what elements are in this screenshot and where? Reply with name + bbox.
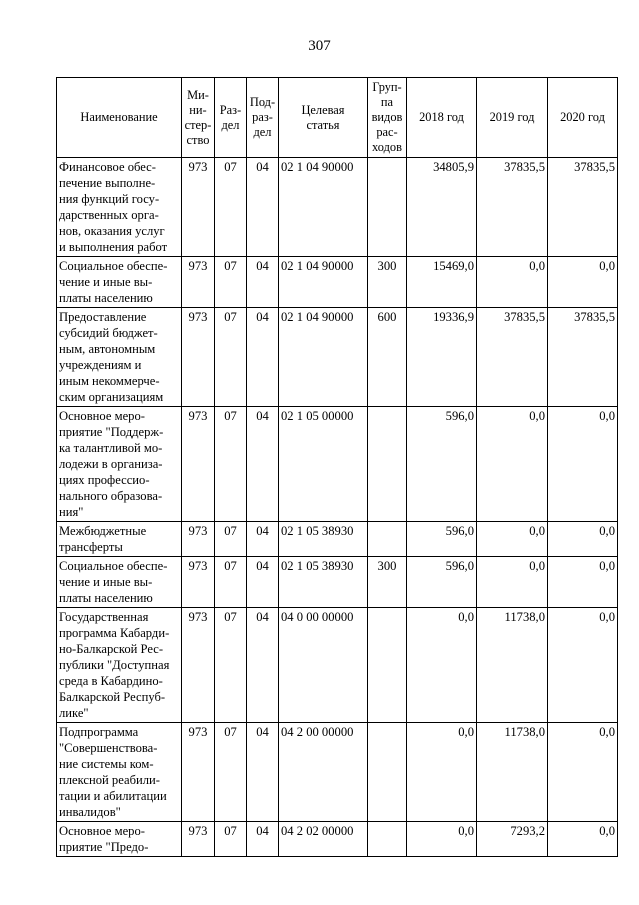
cell-2020: 0,0 [548,822,618,857]
cell-2018: 596,0 [407,557,477,608]
cell-2018: 19336,9 [407,308,477,407]
cell-subsection: 04 [247,822,279,857]
header-name: Наименование [57,78,182,158]
cell-2020: 0,0 [548,608,618,723]
cell-subsection: 04 [247,557,279,608]
cell-name: Государственная программа Кабарди- но-Балкарской Рес- публики "Доступная среда в Кабардино- Балкарской Респуб- лике" [57,608,182,723]
table-row [57,822,618,857]
cell-2019: 0,0 [477,257,548,308]
cell-expense-group [368,608,407,723]
cell-ministry: 973 [182,308,215,407]
cell-2018: 596,0 [407,407,477,522]
table-header-row [57,78,618,158]
cell-section: 07 [215,723,247,822]
cell-subsection: 04 [247,723,279,822]
cell-2020: 37835,5 [548,158,618,257]
cell-2020: 0,0 [548,257,618,308]
cell-expense-group: 300 [368,557,407,608]
cell-target: 02 1 04 90000 [279,257,368,308]
cell-expense-group: 600 [368,308,407,407]
cell-2019: 0,0 [477,407,548,522]
cell-2019: 11738,0 [477,723,548,822]
header-section: Раз- дел [215,78,247,158]
cell-2019: 7293,2 [477,822,548,857]
cell-expense-group [368,522,407,557]
cell-2020: 0,0 [548,522,618,557]
table-row [57,308,618,407]
cell-section: 07 [215,522,247,557]
header-expense-group: Груп- па видов рас- ходов [368,78,407,158]
cell-expense-group [368,822,407,857]
cell-2018: 596,0 [407,522,477,557]
cell-name: Социальное обеспе- чение и иные вы- платы населению [57,257,182,308]
cell-2018: 0,0 [407,723,477,822]
cell-2020: 0,0 [548,407,618,522]
cell-2020: 0,0 [548,723,618,822]
cell-2018: 0,0 [407,822,477,857]
cell-2018: 34805,9 [407,158,477,257]
cell-2018: 0,0 [407,608,477,723]
cell-target: 04 0 00 00000 [279,608,368,723]
budget-table [56,77,618,857]
page-number: 307 [308,38,331,54]
cell-target: 02 1 04 90000 [279,308,368,407]
cell-expense-group: 300 [368,257,407,308]
cell-2020: 37835,5 [548,308,618,407]
cell-ministry: 973 [182,407,215,522]
cell-2018: 15469,0 [407,257,477,308]
cell-2019: 37835,5 [477,308,548,407]
header-2019: 2019 год [477,78,548,158]
table-row [57,557,618,608]
cell-target: 02 1 05 38930 [279,557,368,608]
cell-subsection: 04 [247,257,279,308]
cell-expense-group [368,723,407,822]
cell-2019: 0,0 [477,557,548,608]
cell-section: 07 [215,158,247,257]
cell-subsection: 04 [247,158,279,257]
cell-target: 02 1 04 90000 [279,158,368,257]
cell-subsection: 04 [247,308,279,407]
cell-name: Социальное обеспе- чение и иные вы- платы населению [57,557,182,608]
table-row [57,608,618,723]
cell-name: Подпрограмма "Совершенствова- ние системы ком- плексной реабили- тации и абилитации инвалидов" [57,723,182,822]
table-row [57,723,618,822]
cell-section: 07 [215,407,247,522]
header-2020: 2020 год [548,78,618,158]
cell-section: 07 [215,557,247,608]
cell-ministry: 973 [182,608,215,723]
cell-ministry: 973 [182,158,215,257]
cell-target: 02 1 05 00000 [279,407,368,522]
cell-subsection: 04 [247,522,279,557]
cell-name: Межбюджетные трансферты [57,522,182,557]
header-subsection: Под- раз- дел [247,78,279,158]
cell-target: 04 2 02 00000 [279,822,368,857]
cell-section: 07 [215,822,247,857]
cell-2019: 11738,0 [477,608,548,723]
cell-expense-group [368,407,407,522]
cell-target: 04 2 00 00000 [279,723,368,822]
cell-subsection: 04 [247,407,279,522]
cell-ministry: 973 [182,522,215,557]
header-2018: 2018 год [407,78,477,158]
cell-name: Финансовое обес- печение выполне- ния функций госу- дарственных орга- нов, оказания услуг и выполнения работ [57,158,182,257]
table-row [57,257,618,308]
cell-expense-group [368,158,407,257]
header-target: Целевая статья [279,78,368,158]
cell-section: 07 [215,308,247,407]
table-row [57,522,618,557]
cell-subsection: 04 [247,608,279,723]
cell-name: Предоставление субсидий бюджет- ным, автономным учреждениям и иным некоммерче- ским организациям [57,308,182,407]
cell-section: 07 [215,608,247,723]
cell-ministry: 973 [182,257,215,308]
cell-name: Основное меро- приятие "Поддерж- ка талантливой мо- лодежи в организа- циях профессио- нального образова- ния" [57,407,182,522]
cell-ministry: 973 [182,557,215,608]
table-row [57,407,618,522]
cell-2019: 37835,5 [477,158,548,257]
cell-section: 07 [215,257,247,308]
cell-ministry: 973 [182,723,215,822]
cell-target: 02 1 05 38930 [279,522,368,557]
cell-name: Основное меро- приятие "Предо- [57,822,182,857]
cell-2019: 0,0 [477,522,548,557]
header-ministry: Ми- ни- стер- ство [182,78,215,158]
table-row [57,158,618,257]
cell-2020: 0,0 [548,557,618,608]
cell-ministry: 973 [182,822,215,857]
